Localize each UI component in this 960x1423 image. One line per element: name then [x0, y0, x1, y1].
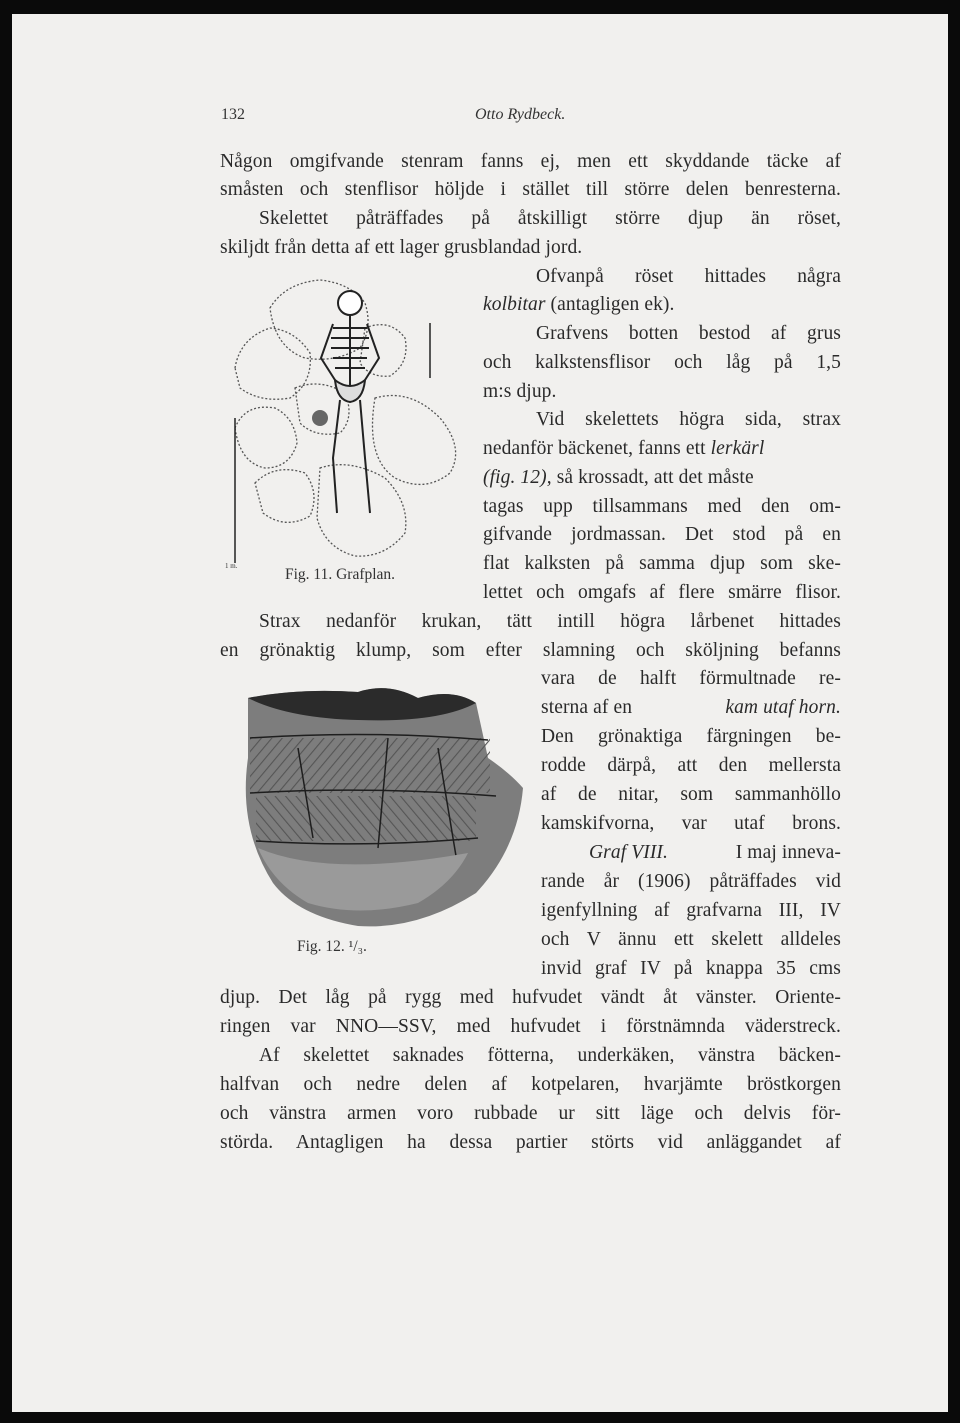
scale-mark: 1 m. [225, 562, 238, 570]
text-line: gifvande jordmassan. Det stod på en [483, 524, 841, 545]
text-line: vara de halft förmultnade re- [541, 668, 841, 689]
text-span: nedanför bäckenet, fanns ett [483, 438, 706, 459]
text-line: Ofvanpå röset hittades några [536, 266, 841, 287]
text-line: djup. Det låg på rygg med hufvudet vändt åt vänster. Oriente- [220, 987, 841, 1008]
text-line [541, 697, 841, 719]
text-line: Grafvens botten bestod af grus [536, 323, 841, 344]
text-line: Af skelettet saknades fötterna, underkäken, vänstra bäcken- [259, 1045, 841, 1066]
text-line: och kalkstensflisor och låg på 1,5 [483, 352, 841, 373]
running-title: Otto Rydbeck. [475, 106, 566, 123]
text-line: Någon omgifvande stenram fanns ej, men ett skyddande täcke af [220, 151, 841, 172]
grave-plan-figure [225, 268, 490, 573]
text-line: kamskifvorna, var utaf brons. [541, 813, 841, 834]
text-line: invid graf IV på knappa 35 cms [541, 958, 841, 979]
figure-11-caption: Fig. 11. Grafplan. [285, 566, 396, 583]
text-line: lettet och omgafs af flere smärre flisor. [483, 582, 841, 603]
text-line: rodde därpå, att den mellersta [541, 755, 841, 776]
text-span: sterna af en [541, 697, 633, 718]
text-line [483, 438, 764, 460]
text-line: Den grönaktiga färgningen be- [541, 726, 841, 747]
text-line: och V ännu ett skelett alldeles [541, 929, 841, 950]
text-italic: (fig. 12), [483, 467, 552, 488]
text-line: halfvan och nedre delen af kotpelaren, hvarjämte bröstkorgen [220, 1074, 841, 1095]
text-line: igenfyllning af grafvarna III, IV [541, 900, 841, 921]
text-line: skiljdt från detta af ett lager grusblandad jord. [220, 237, 583, 258]
text-line: tagas upp tillsammans med den om- [483, 496, 841, 517]
text-line: af de nitar, som sammanhöllo [541, 784, 841, 805]
text-line: flat kalksten på samma djup som ske- [483, 553, 841, 574]
text-line [483, 467, 754, 489]
text-italic: lerkärl [710, 438, 765, 459]
text-italic: kam utaf horn. [725, 697, 841, 718]
section-heading: Graf VIII. [589, 842, 668, 863]
text-line: Strax nedanför krukan, tätt intill högra lårbenet hittades [259, 611, 841, 632]
text-line: rande år (1906) påträffades vid [541, 871, 841, 892]
text-line: och vänstra armen voro rubbade ur sitt läge och delvis för- [220, 1103, 841, 1124]
text-line: ringen var NNO—SSV, med hufvudet i förstnämnda väderstreck. [220, 1016, 841, 1037]
text-span: så krossadt, att det måste [556, 467, 754, 488]
text-line: småsten och stenflisor höljde i stället till större delen benresterna. [220, 179, 841, 200]
text-italic: kolbitar [483, 294, 546, 315]
figure-12-caption: Fig. 12. ¹/₃. [297, 938, 367, 955]
text-line: Skelettet påträffades på åtskilligt större djup än röset, [259, 208, 841, 229]
text-line: Vid skelettets högra sida, strax [536, 409, 841, 430]
vessel-figure [238, 678, 533, 933]
text-line [589, 842, 841, 864]
text-span: I maj inneva- [735, 842, 841, 863]
text-line: en grönaktig klump, som efter slamning och sköljning befanns [220, 640, 841, 661]
text-span: (antagligen ek). [550, 294, 675, 315]
text-line: störda. Antagligen ha dessa partier störts vid anläggandet af [220, 1132, 841, 1153]
page-number: 132 [221, 106, 245, 123]
text-line: m:s djup. [483, 381, 557, 402]
text-line [483, 294, 675, 316]
